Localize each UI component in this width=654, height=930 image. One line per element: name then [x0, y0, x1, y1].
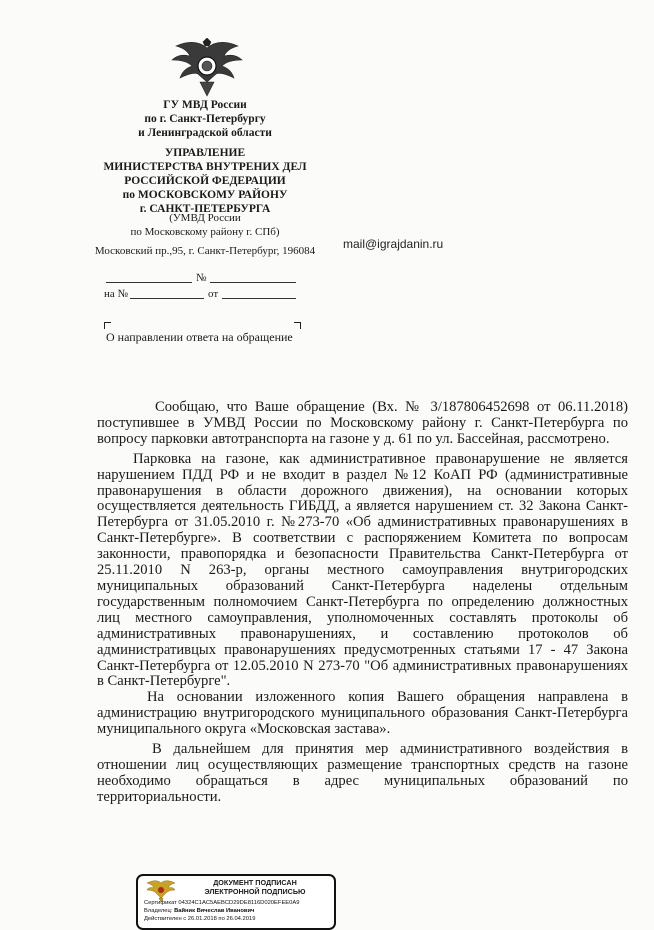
body-paragraph: Сообщаю, что Ваше обращение (Вх. № 3/187806452698 от 06.11.2018) поступившее в УМВД России по Московскому району г. Санкт-Петербурга по вопросу парковки автотранспорта на газоне у д. 61 по ул. Бассейная, рассмотрено. — [97, 399, 628, 447]
org-line: ГУ МВД России — [163, 99, 247, 111]
reference-date-label: от — [208, 288, 219, 300]
stamp-owner-label: Владелец — [144, 908, 171, 914]
body-paragraph: В дальнейшем для принятия мер административного воздействия в отношении лиц осуществляющих размещение транспортных средств на газоне необходимо обращаться в адрес муниципальных образований по территориальности. — [97, 741, 628, 805]
reference-number-label: на № — [104, 288, 129, 300]
stamp-title-line: ЭЛЕКТРОННОЙ ПОДПИСЬЮ — [204, 886, 306, 896]
electronic-signature-stamp — [136, 874, 336, 930]
outgoing-date-line — [106, 282, 192, 283]
outgoing-number-label: № — [196, 272, 207, 284]
dept-line: УПРАВЛЕНИЕ — [164, 147, 246, 159]
dept-line: МИНИСТЕРСТВА ВНУТРЕНИХ ДЕЛ — [103, 161, 307, 173]
reference-date-line — [222, 298, 296, 299]
stamp-title-line: ДОКУМЕНТ ПОДПИСАН — [213, 878, 297, 887]
outgoing-number-line — [210, 282, 296, 283]
department-address: Московский пр.,95, г. Санкт-Петербург, 196084 — [94, 245, 316, 257]
stamp-title — [180, 879, 330, 896]
department-abbreviation — [80, 212, 330, 239]
org-line: по г. Санкт-Петербургу — [144, 113, 266, 125]
subject-bracket-left — [104, 322, 111, 329]
dept-line: г. САНКТ-ПЕТЕРБУРГА — [139, 203, 271, 215]
dept-line: РОССИЙСКОЙ ФЕДЕРАЦИИ — [124, 175, 286, 187]
department-name — [80, 146, 330, 216]
letter-subject: О направлении ответа на обращение — [106, 330, 293, 344]
stamp-certificate: Сертификат 04324C1AC5AEBCD29DE8116D020EFEE0A9 — [144, 900, 300, 906]
dept-line: по МОСКОВСКОМУ РАЙОНУ — [122, 189, 288, 201]
recipient-email: mail@igrajdanin.ru — [343, 237, 444, 251]
letter-body — [97, 400, 628, 806]
mvd-emblem-icon — [170, 38, 244, 98]
stamp-validity: Действителен с 26.01.2018 по 26.04.2019 — [144, 916, 256, 922]
org-name — [80, 98, 330, 140]
abbr-line: по Московскому району г. СПб) — [130, 225, 280, 238]
abbr-line: (УМВД России — [169, 212, 241, 224]
stamp-owner — [144, 908, 254, 915]
reference-number-line — [130, 298, 204, 299]
stamp-owner-name: Вайник Вячеслав Иванович — [174, 908, 255, 914]
body-paragraph: На основании изложенного копия Вашего обращения направлена в администрацию внутригородского муниципального образования Санкт-Петербурга муниципального округа «Московская застава». — [97, 689, 628, 738]
stamp-owner-colon: : — [170, 908, 175, 914]
org-line: и Ленинградской области — [138, 127, 272, 139]
subject-bracket-right — [294, 322, 301, 329]
body-paragraph: Парковка на газоне, как административное правонарушение не является нарушением ПДД РФ и не входит в раздел №12 КоАП РФ (административные правонарушения в области дорожного движения), на основании которых осуществляется деятельность ГИБДД, а является нарушением ст. 32 Закона Санкт-Петербурга от 31.05.2010 г. №273-70 «Об административных правонарушениях в Санкт-Петербурге». В соответствии с распоряжением Комитета по вопросам законности, правопорядка и безопасности Правительства Санкт-Петербурга от 25.11.2010 N 263-р, органы местного самоуправления внутригородских муниципальных образований Санкт-Петербурга наделены отдельным государственным полномочием Санкт-Петербурга по определению должностных лиц местного самоуправления, уполномоченных составлять протоколы об административных правонарушениях, и составлению протоколов об административцых правонарушениях предусмотренных статьями 17 - 47 Закона Санкт-Петербурга от 12.05.2010 N 273-70 "Об административных правонарушениях в Санкт-Петербурге". — [97, 450, 628, 690]
